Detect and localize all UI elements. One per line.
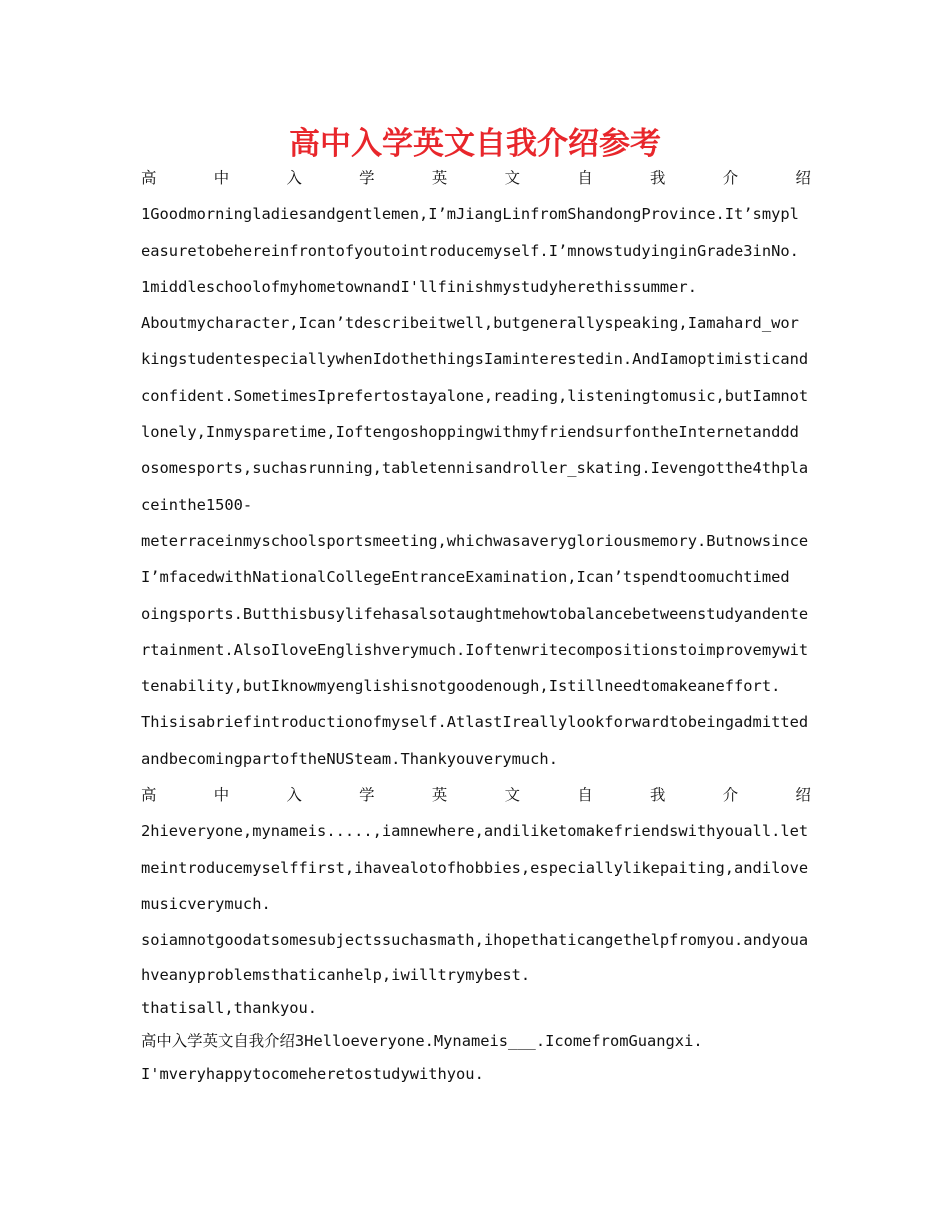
heading-char: 英 [431,786,448,805]
heading-char: 高 [141,786,157,805]
paragraph-line: confident.SometimesIprefertostayalone,reading,listeningtomusic,butIamnot [141,386,809,405]
paragraph-line: osomesports,suchasrunning,tabletennisandroller_skating.Ievengotthe4thpla [141,459,809,478]
paragraph-line: oingsports.Butthisbusylifehasalsotaughtmehowtobalancebetweenstudyandente [141,604,809,623]
paragraph-line: I’mfacedwithNationalCollegeEntranceExamination,Ican’tspendtoomuchtimed [141,568,790,587]
paragraph-line: hveanyproblemsthaticanhelp,iwilltrymybest. [141,965,531,984]
paragraph-line: 2hieveryone,mynameis.....,iamnewhere,andiliketomakefriendswithyouall.let [141,822,809,841]
heading-char: 入 [286,169,302,187]
paragraph-line: ceinthe1500- [141,495,253,514]
heading-char: 自 [577,786,593,805]
heading-char: 中 [213,786,230,805]
heading-char: 入 [286,786,302,805]
paragraph-line: kingstudentespeciallywhenIdothethingsIaminterestedin.AndIamoptimisticand [141,350,809,369]
heading-char: 中 [213,169,230,187]
document-body [141,160,811,1091]
paragraph-line: tenability,butIknowmyenglishisnotgoodenough,Istillneedtomakeaneffort. [141,677,781,696]
heading-char: 介 [722,169,739,187]
heading-char: 文 [504,786,520,805]
page-title: 高中入学英文自我介绍参考 [289,126,661,162]
heading-char: 绍 [795,786,811,805]
paragraph-line: soiamnotgoodatsomesubjectssuchasmath,ihopethaticangethelpfromyou.andyoua [141,931,809,950]
paragraph-line: musicverymuch. [141,894,271,913]
section-heading-2 [141,777,811,813]
heading-char: 自 [577,169,593,187]
paragraph-line: 1Goodmorningladiesandgentlemen,I’mJiangLinfromShandongProvince.It’smypl [141,205,799,224]
heading-char: 学 [359,169,375,187]
heading-char: 绍 [795,169,811,187]
paragraph-line: thatisall,thankyou. [141,998,318,1017]
heading-char: 我 [650,169,666,187]
paragraph-line: 1middleschoolofmyhometownandI'llfinishmystudyherethissummer. [141,277,697,296]
heading-char: 英 [431,169,448,187]
paragraph-line: Aboutmycharacter,Ican’tdescribeitwell,butgenerallyspeaking,Iamahard_wor [141,314,799,333]
heading-char: 介 [722,786,739,805]
heading-char: 我 [650,786,666,805]
paragraph-line: I'mveryhappytocomeheretostudywithyou. [141,1064,484,1083]
heading-char: 学 [359,786,375,805]
section-heading-1 [141,160,811,196]
paragraph-line: lonely,Inmysparetime,IoftengoshoppingwithmyfriendsurfontheInternetanddd [141,423,799,442]
paragraph-line: rtainment.AlsoIloveEnglishverymuch.Ioftenwritecompositionstoimprovemywit [141,640,809,659]
paragraph-line: easuretobehereinfrontofyoutointroducemyself.I’mnowstudyinginGrade3inNo. [141,241,799,260]
paragraph-line: meintroducemyselffirst,ihavealotofhobbies,especiallylikepaiting,andilove [141,858,809,877]
paragraph-line: meterraceinmyschoolsportsmeeting,whichwasaverygloriousmemory.Butnowsince [141,531,809,550]
paragraph-line: Thisisabriefintroductionofmyself.AtlastIreallylookforwardtobeingadmitted [141,713,809,732]
heading-char: 文 [504,169,520,187]
paragraph-line: andbecomingpartoftheNUSteam.Thankyouverymuch. [141,749,558,768]
paragraph-line: 高中入学英文自我介绍3Helloeveryone.Mynameis___.IcomefromGuangxi. [141,1031,703,1050]
heading-char: 高 [141,169,157,187]
